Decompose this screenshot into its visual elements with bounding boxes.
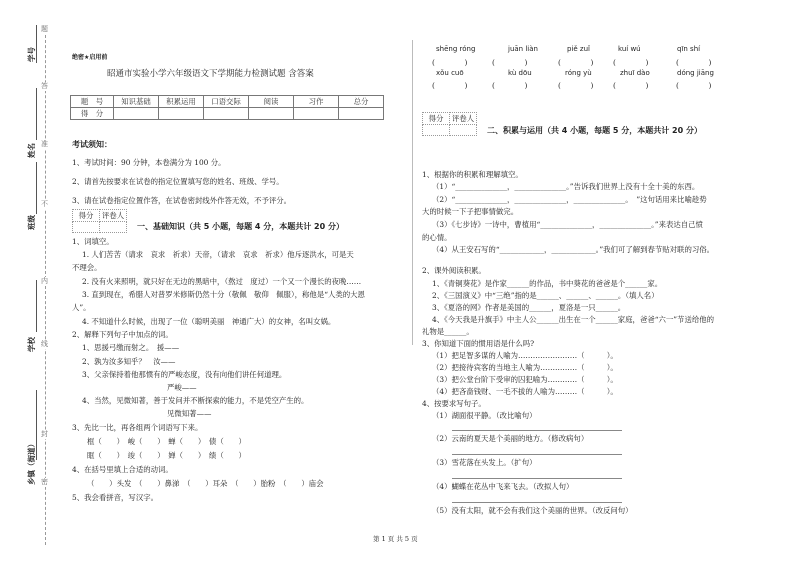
question-line: 4. 不知道什么时候，出现了一位（聪明美丽 神通广大）的女神，名叫女娲。 <box>82 317 336 326</box>
grader-reviewer-label: 评卷人 <box>100 210 127 222</box>
question-line: 1、思援弓缴而射之。 援—— <box>82 343 180 352</box>
table-header: 习作 <box>294 96 339 108</box>
score-cell[interactable] <box>423 125 450 136</box>
pinyin: kù dōu <box>508 69 532 77</box>
answer-blank[interactable]: ( ) <box>492 81 528 90</box>
pinyin: shēng róng <box>436 45 476 53</box>
notice-item: 1、考试时间：90 分钟，本卷满分为 100 分。 <box>72 158 226 167</box>
name-field[interactable] <box>36 88 37 140</box>
pinyin: kuí wú <box>618 45 641 53</box>
table-header: 口语交际 <box>204 96 249 108</box>
grader-reviewer-label: 评卷人 <box>450 113 477 125</box>
score-cell[interactable] <box>339 108 384 120</box>
answer-line[interactable] <box>452 478 622 479</box>
answer-blank[interactable]: ( ) <box>613 58 649 67</box>
question-line: 3、你知道下面的惯用语是什么吗? <box>422 339 535 348</box>
school-label: 学校 <box>27 337 36 352</box>
seal-char: 不 <box>41 200 48 208</box>
question-line: 2、解释下列句子中加点的词。 <box>72 330 173 339</box>
answer-blank[interactable]: ( ) <box>432 58 468 67</box>
question-line: 4、按要求写句子。 <box>422 399 486 408</box>
table-header: 知识基础 <box>114 96 159 108</box>
question-line: 框（ ） 峻（ ） 蝉（ ） 债（ ） <box>87 437 246 446</box>
score-table <box>70 95 384 120</box>
question-line: 2. 没有火来照明，就只好在无边的黑暗中，（熬过 度过）一个又一个漫长的夜晚…… <box>82 277 362 286</box>
pinyin: xǒu cuō <box>436 69 464 77</box>
question-line: 4、当然，见微知著，善于发问并不断探索的能力，不是凭空产生的。 <box>82 396 309 405</box>
question-line: 5、我会看拼音，写汉字。 <box>72 493 159 502</box>
grader-score-label: 得分 <box>73 210 100 222</box>
answer-blank[interactable]: ( ) <box>432 81 468 90</box>
grader-box-2 <box>422 112 477 136</box>
page-footer: 第 1 页 共 5 页 <box>373 535 418 543</box>
pinyin: róng yù <box>565 69 592 77</box>
seal-char: 内 <box>41 277 48 285</box>
answer-line[interactable] <box>452 502 622 503</box>
question-line: 2、孰为汝多知乎？ 汝—— <box>82 357 176 366</box>
question-line: 1、词填空。 <box>72 237 114 246</box>
name-label: 姓名 <box>27 143 36 158</box>
question-line: （1）把足智多谋的人喻为……………………（ ）。 <box>432 351 618 360</box>
question-line: （4）蝴蝶在花丛中飞来飞去。（改拟人句） <box>432 482 574 491</box>
question-line: 2、课外阅读积累。 <box>422 266 486 275</box>
pinyin: qīn shí <box>677 45 701 53</box>
reviewer-cell[interactable] <box>100 222 127 233</box>
question-line: 3、父亲保持着他那惯有的严峻态度，没有向他们讲任何道理。 <box>82 370 287 379</box>
table-header: 题 号 <box>71 96 114 108</box>
question-line: （4）把吝啬钱财、一毛不拔的人喻为………（ ）。 <box>432 387 618 396</box>
class-field[interactable] <box>36 162 37 214</box>
student-id-field[interactable] <box>36 25 37 63</box>
notice-item: 3、请在试卷指定位置作答，在试卷密封线外作答无效，不予评分。 <box>72 196 292 205</box>
column-divider <box>412 40 413 345</box>
pinyin: zhuī dào <box>620 69 650 77</box>
question-line: （3）雪花落在头发上。（扩句） <box>432 458 537 467</box>
question-line: 1、《青铜葵花》是作家______的作品，书中葵花的爸爸是个______家。 <box>432 279 663 288</box>
question-line: 4、《今天我是升旗手》中主人公______出生在一个______家庭，爸爸“六一”节送给他的 <box>432 315 715 324</box>
answer-line[interactable] <box>452 430 622 431</box>
question-line: （5）没有太阳，就不会有我们这个美丽的世界。（改反问句） <box>432 506 633 515</box>
reviewer-cell[interactable] <box>450 125 477 136</box>
seal-char: 题 <box>41 25 48 33</box>
grader-box-1 <box>72 209 127 233</box>
question-line: （1）“______________，______________。”告诉我们世界上没有十全十美的东西。 <box>432 182 700 191</box>
question-line: 礼物是______。 <box>422 327 474 336</box>
school-field[interactable] <box>36 280 37 332</box>
table-header: 总分 <box>339 96 384 108</box>
question-line: 见微知著—— <box>167 409 212 418</box>
pinyin: piě zuǐ <box>567 45 590 53</box>
answer-blank[interactable]: ( ) <box>613 81 649 90</box>
confidential-label: 绝密★启用前 <box>72 54 108 61</box>
question-line: 眶（ ） 竣（ ） 婵（ ） 绩（ ） <box>87 451 246 460</box>
seal-char: 密 <box>41 478 48 486</box>
section2-heading: 二、积累与运用（共 4 小题，每题 5 分，本题共计 20 分） <box>487 126 702 135</box>
grader-score-label: 得分 <box>423 113 450 125</box>
pinyin: juān liàn <box>508 45 538 53</box>
answer-blank[interactable]: ( ) <box>492 58 528 67</box>
score-cell[interactable] <box>73 222 100 233</box>
question-line: 1. 人们苦苦（请求 哀求 祈求）天帝，（请求 哀求 祈求）他斥逐洪水，可是天 <box>82 250 354 259</box>
question-line: 2、《三国演义》中“三绝”指的是______、______、______。（填人名） <box>432 291 659 300</box>
town-field[interactable] <box>36 390 37 460</box>
question-line: （ ）头发 （ ）鼻涕 （ ）耳朵 （ ）胎粉 （ ）庙会 <box>87 479 324 488</box>
question-line: 3、《夏洛的网》作者是美国的______，夏洛是一只______。 <box>432 303 626 312</box>
seal-char: 准 <box>41 140 48 148</box>
answer-blank[interactable]: ( ) <box>676 58 712 67</box>
answer-blank[interactable]: ( ) <box>558 58 594 67</box>
answer-line[interactable] <box>452 454 622 455</box>
student-id-label: 学号 <box>27 47 36 62</box>
question-line: 大的时候一下子把事情做完。 <box>422 207 519 216</box>
town-label: 乡镇（街道） <box>27 440 36 485</box>
question-line: （4）从王安石写的“____________，____________。”我们可了解到春节贴对联的习俗。 <box>432 245 715 254</box>
seal-char: 线 <box>41 340 48 348</box>
notice-heading: 考试须知： <box>72 140 112 149</box>
question-line: （2）把接待宾客的当地主人喻为……………（ ）。 <box>432 363 618 372</box>
notice-item: 2、请首先按要求在试卷的指定位置填写您的姓名、班级、学号。 <box>72 177 284 186</box>
answer-blank[interactable]: ( ) <box>676 81 712 90</box>
score-cell[interactable] <box>249 108 294 120</box>
question-line: （2）“______________，______________，______________。 ”这句话用来比喻趁势 <box>432 195 707 204</box>
question-line: 1、根据你的积累和理解填空。 <box>422 170 523 179</box>
table-header: 阅读 <box>249 96 294 108</box>
answer-blank[interactable]: ( ) <box>558 81 594 90</box>
seal-char: 答 <box>41 82 48 90</box>
question-line: 不理会。 <box>72 263 102 272</box>
question-line: （3）《七步诗》一诗中，曹植用“______________，______________。”来表达自己愤 <box>432 220 703 229</box>
question-line: 3. 直到现在，希腊人对普罗米修斯仍然十分（敬佩 敬仰 佩服），称他是“人类的大恩 <box>82 290 365 299</box>
table-header: 积累运用 <box>159 96 204 108</box>
score-cell[interactable] <box>114 108 159 120</box>
page-title: 昭通市实验小学六年级语文下学期能力检测试题 含答案 <box>107 69 314 79</box>
question-line: 的心情。 <box>422 233 452 242</box>
section1-heading: 一、基础知识（共 5 小题，每题 4 分，本题共计 20 分） <box>137 222 344 231</box>
pinyin: dóng jiāng <box>677 69 714 77</box>
seal-char: 封 <box>41 430 48 438</box>
table-row-label: 得 分 <box>71 108 114 120</box>
question-line: 4、在括号里填上合适的动词。 <box>72 465 173 474</box>
score-cell[interactable] <box>294 108 339 120</box>
question-line: （2）云南的夏天是个美丽的地方。（修改病句） <box>432 434 589 443</box>
question-line: （1）湖面很平静。（改比喻句） <box>432 411 537 420</box>
score-cell[interactable] <box>159 108 204 120</box>
question-line: 严峻—— <box>167 383 197 392</box>
score-cell[interactable] <box>204 108 249 120</box>
question-line: 人”。 <box>72 303 91 312</box>
class-label: 班级 <box>27 215 36 230</box>
question-line: 3、先比一比，再各组两个词语写下来。 <box>72 423 203 432</box>
question-line: （3）把公堂台阶下受审的囚犯喻为…………（ ）。 <box>432 375 618 384</box>
